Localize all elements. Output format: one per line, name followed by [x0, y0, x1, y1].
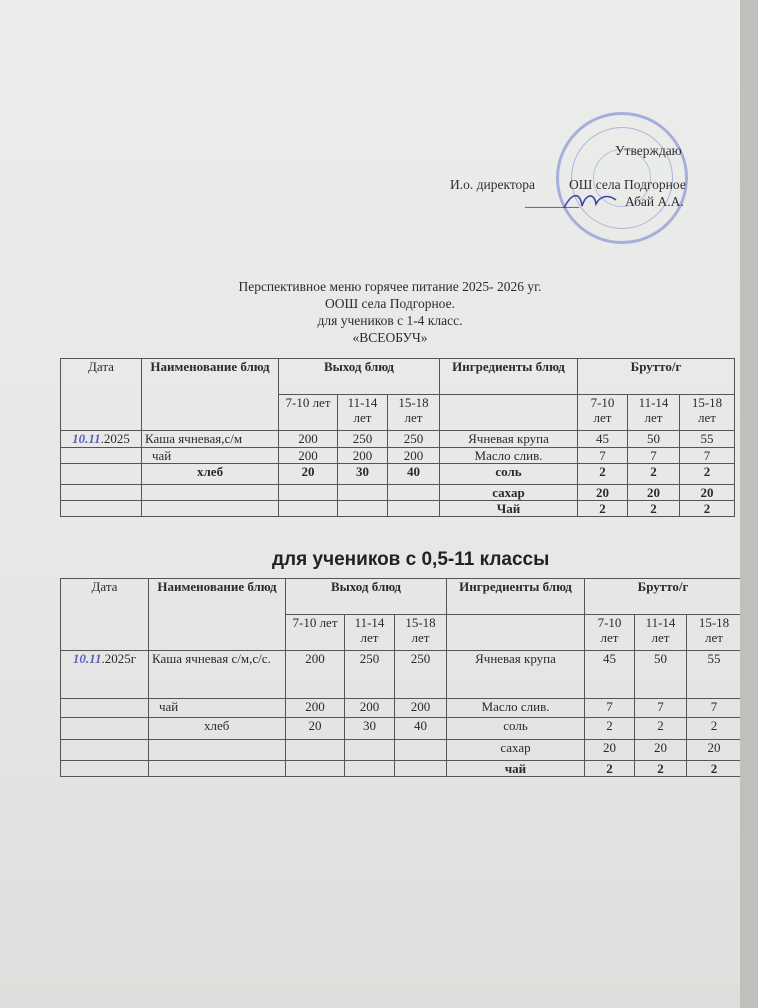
cell-o3: 40	[388, 464, 440, 485]
cell-b3: 20	[680, 485, 735, 501]
cell-dish	[149, 740, 286, 761]
header-date: Дата	[61, 579, 149, 651]
cell-b3: 7	[680, 448, 735, 464]
cell-o3: 40	[395, 718, 447, 740]
cell-o2: 200	[338, 448, 388, 464]
cell-ing: сахар	[447, 740, 585, 761]
handwritten-date: 10.11	[72, 431, 101, 446]
cell-dish: Каша ячневая,с/м	[142, 431, 279, 448]
cell-b3: 2	[680, 464, 735, 485]
cell-date	[61, 651, 149, 699]
cell-b2: 7	[628, 448, 680, 464]
cell-o3: 250	[395, 651, 447, 699]
background-edge	[740, 0, 758, 1008]
header-brutto-age-7-10: 7-10 лет	[585, 615, 635, 651]
cell-b1: 7	[585, 699, 635, 718]
cell-dish: чай	[149, 699, 286, 718]
cell-o3	[388, 501, 440, 517]
cell-dish: хлеб	[149, 718, 286, 740]
cell-o1: 200	[279, 431, 338, 448]
cell-b2: 2	[635, 718, 687, 740]
header-dish: Наименование блюд	[142, 359, 279, 431]
cell-ing: сахар	[440, 485, 578, 501]
cell-o1: 200	[286, 699, 345, 718]
header-output: Выход блюд	[279, 359, 440, 395]
cell-o2	[345, 761, 395, 777]
menu-table-grades-0-5-11	[60, 578, 742, 777]
header-brutto-age-7-10: 7-10 лет	[578, 395, 628, 431]
cell-b3: 2	[680, 501, 735, 517]
cell-b1: 20	[585, 740, 635, 761]
header-brutto-age-11-14: 11-14 лет	[628, 395, 680, 431]
cell-ing: соль	[440, 464, 578, 485]
table-row	[61, 431, 735, 448]
director-position: И.о. директора	[450, 177, 536, 192]
table-row	[61, 699, 742, 718]
cell-b2: 50	[628, 431, 680, 448]
cell-b2: 2	[635, 761, 687, 777]
cell-o3	[395, 740, 447, 761]
cell-b1: 7	[578, 448, 628, 464]
cell-date	[61, 448, 142, 464]
table-row	[61, 485, 735, 501]
title-line-3: для учеников с 1-4 класс.	[317, 313, 463, 328]
cell-o2: 30	[338, 464, 388, 485]
cell-ing: соль	[447, 718, 585, 740]
approve-word: Утверждаю	[615, 143, 682, 158]
header-empty	[440, 395, 578, 431]
header-date: Дата	[61, 359, 142, 431]
header-age-15-18: 15-18 лет	[395, 615, 447, 651]
cell-b1: 45	[578, 431, 628, 448]
cell-b3: 55	[687, 651, 742, 699]
table-row	[61, 718, 742, 740]
header-output: Выход блюд	[286, 579, 447, 615]
header-brutto-age-15-18: 15-18 лет	[687, 615, 742, 651]
header-age-15-18: 15-18 лет	[388, 395, 440, 431]
cell-date	[61, 464, 142, 485]
cell-b2: 2	[628, 464, 680, 485]
cell-dish: хлеб	[142, 464, 279, 485]
cell-dish: Каша ячневая с/м,с/с.	[149, 651, 286, 699]
cell-b1: 2	[585, 761, 635, 777]
table-row	[61, 740, 742, 761]
cell-dish	[142, 501, 279, 517]
cell-b3: 55	[680, 431, 735, 448]
cell-dish	[149, 761, 286, 777]
table-row	[61, 448, 735, 464]
cell-ing: чай	[447, 761, 585, 777]
school-name: ОШ села Подгорное	[569, 177, 686, 192]
header-empty	[447, 615, 585, 651]
cell-o2: 200	[345, 699, 395, 718]
handwritten-signature	[560, 186, 620, 216]
cell-b1: 20	[578, 485, 628, 501]
cell-date	[61, 699, 149, 718]
cell-b1: 2	[578, 501, 628, 517]
cell-o3	[388, 485, 440, 501]
cell-b3: 2	[687, 761, 742, 777]
cell-b1: 2	[585, 718, 635, 740]
cell-o2: 30	[345, 718, 395, 740]
header-ingredients: Ингредиенты блюд	[440, 359, 578, 395]
director-name: Абай А.А.	[625, 194, 684, 209]
header-brutto: Брутто/г	[585, 579, 742, 615]
cell-dish: чай	[142, 448, 279, 464]
cell-o1: 200	[279, 448, 338, 464]
cell-o2	[338, 501, 388, 517]
cell-b2: 20	[628, 485, 680, 501]
header-brutto-age-11-14: 11-14 лет	[635, 615, 687, 651]
cell-b3: 2	[687, 718, 742, 740]
cell-ing: Ячневая крупа	[440, 431, 578, 448]
table-row	[61, 651, 742, 699]
title-line-2: ООШ села Подгорное.	[325, 296, 455, 311]
menu-table-grades-1-4	[60, 358, 735, 517]
cell-b2: 20	[635, 740, 687, 761]
cell-o1: 20	[286, 718, 345, 740]
cell-o1: 200	[286, 651, 345, 699]
cell-b1: 45	[585, 651, 635, 699]
header-brutto-age-15-18: 15-18 лет	[680, 395, 735, 431]
title-line-1: Перспективное меню горячее питание 2025- 2026 уг.	[238, 279, 542, 294]
title-line-4: «ВСЕОБУЧ»	[352, 330, 428, 345]
date-year: .2025г	[101, 651, 137, 666]
header-age-7-10: 7-10 лет	[286, 615, 345, 651]
cell-o1	[279, 501, 338, 517]
header-age-11-14: 11-14 лет	[345, 615, 395, 651]
table-row	[61, 761, 742, 777]
cell-o2: 250	[338, 431, 388, 448]
cell-dish	[142, 485, 279, 501]
cell-o3: 250	[388, 431, 440, 448]
cell-date	[61, 740, 149, 761]
cell-date	[61, 431, 142, 448]
cell-o2	[345, 740, 395, 761]
cell-date	[61, 761, 149, 777]
cell-date	[61, 501, 142, 517]
signature-line: ________	[525, 194, 579, 209]
cell-b1: 2	[578, 464, 628, 485]
cell-o1: 20	[279, 464, 338, 485]
cell-ing: Ячневая крупа	[447, 651, 585, 699]
table-row	[61, 464, 735, 485]
cell-b2: 2	[628, 501, 680, 517]
cell-ing: Масло слив.	[447, 699, 585, 718]
header-ingredients: Ингредиенты блюд	[447, 579, 585, 615]
table-row	[61, 501, 735, 517]
header-dish: Наименование блюд	[149, 579, 286, 651]
cell-date	[61, 718, 149, 740]
cell-b3: 20	[687, 740, 742, 761]
menu-title	[180, 278, 600, 346]
cell-date	[61, 485, 142, 501]
cell-o1	[286, 761, 345, 777]
cell-b2: 7	[635, 699, 687, 718]
header-age-7-10: 7-10 лет	[279, 395, 338, 431]
cell-o3	[395, 761, 447, 777]
cell-o3: 200	[388, 448, 440, 464]
cell-ing: Чай	[440, 501, 578, 517]
cell-o1	[279, 485, 338, 501]
cell-ing: Масло слив.	[440, 448, 578, 464]
cell-b2: 50	[635, 651, 687, 699]
cell-o2	[338, 485, 388, 501]
cell-b3: 7	[687, 699, 742, 718]
header-age-11-14: 11-14 лет	[338, 395, 388, 431]
handwritten-date: 10.11	[72, 651, 102, 666]
cell-o1	[286, 740, 345, 761]
date-year: .2025	[100, 431, 130, 446]
scan-marks	[40, 966, 720, 980]
cell-o2: 250	[345, 651, 395, 699]
header-brutto: Брутто/г	[578, 359, 735, 395]
section-heading: для учеников с 0,5-11 классы	[272, 549, 550, 570]
cell-o3: 200	[395, 699, 447, 718]
